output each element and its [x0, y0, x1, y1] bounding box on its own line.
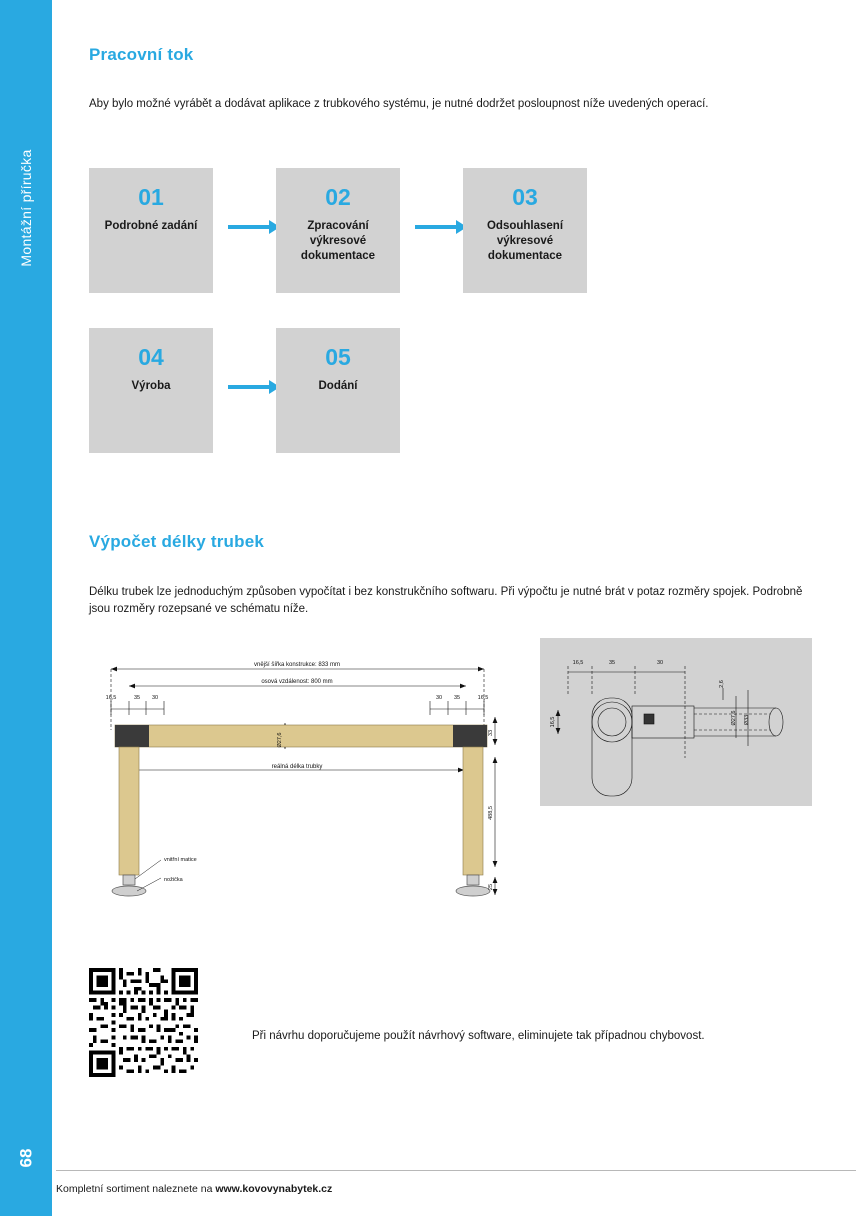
- flow-step-03-label: Odsouhlasení výkresové dokumentace: [486, 220, 564, 262]
- section-title-workflow: Pracovní tok: [89, 45, 194, 64]
- workflow-intro-paragraph: Aby bylo možné vyrábět a dodávat aplikace z trubkového systému, je nutné dodržet posloupnost níže uvedených operací.: [89, 98, 709, 110]
- dim-axis-distance: osová vzdálenost: 800 mm: [261, 679, 333, 685]
- sidebar: [0, 0, 52, 1216]
- footer-text: [56, 1183, 332, 1195]
- calculation-intro-paragraph: Délku trubek lze jednoduchým způsoben vypočítat i bez konstrukčního softwaru. Při výpočtu je nutné brát v potaz rozměry spojek. Podrobně jsou rozměry rozepsané ve schématu níže.: [89, 586, 803, 615]
- label-foot: nožička: [164, 877, 183, 883]
- dim-vertical-1: 33: [488, 729, 494, 737]
- dim-right-2: 35: [453, 695, 461, 701]
- detail-dim-right-1: 2,6: [719, 680, 725, 688]
- technical-drawing-detail-frame: [540, 638, 812, 806]
- sidebar-vertical-title-text: Montážní příručka: [18, 149, 34, 267]
- page-number: [0, 1148, 52, 1168]
- footer-site-link[interactable]: www.kovovynabytek.cz: [215, 1183, 333, 1195]
- flow-step-04-label: Výroba: [131, 380, 171, 392]
- flow-step-01-number: 01: [138, 184, 164, 210]
- technical-drawing-front-view: [89, 645, 519, 915]
- label-inner-nut: vnitřní matice: [164, 857, 197, 863]
- section-title-calculation: Výpočet délky trubek: [89, 532, 265, 551]
- qr-code[interactable]: [89, 968, 198, 1077]
- footer-text-prefix: Kompletní sortiment naleznete na: [56, 1183, 216, 1195]
- technical-drawing-detail-view: [540, 638, 812, 806]
- flow-step-01: [89, 168, 213, 293]
- page-content: [52, 0, 860, 1216]
- flow-step-01-label: Podrobné zadání: [104, 220, 198, 232]
- sidebar-vertical-title: [0, 0, 52, 1216]
- dim-vertical-2: 488,5: [488, 806, 494, 820]
- dim-vertical-3: 25: [488, 883, 494, 891]
- dim-left-3: 30: [151, 695, 159, 701]
- dim-real-pipe-length: reálná délka trubky: [271, 764, 323, 770]
- page-number-text: 68: [15, 1148, 35, 1168]
- detail-dim-top-1: 16,5: [572, 660, 584, 666]
- footer-divider: [56, 1170, 856, 1171]
- flow-arrow-3: [228, 380, 280, 394]
- detail-dim-top-3: 30: [656, 660, 664, 666]
- dim-left-2: 35: [133, 695, 141, 701]
- flow-step-02: [276, 168, 400, 293]
- detail-dim-right-2: Ø27,6: [731, 710, 737, 726]
- qr-code-image: [89, 968, 198, 1077]
- flow-step-02-label: Zpracování výkresové dokumentace: [300, 220, 376, 262]
- detail-dim-top-2: 35: [608, 660, 616, 666]
- flow-step-05-number: 05: [325, 344, 351, 370]
- flow-step-02-number: 02: [325, 184, 351, 210]
- dim-left-1: 16,5: [105, 695, 117, 701]
- flow-step-05-label: Dodání: [318, 380, 358, 392]
- detail-dim-right-3: Ø33: [744, 714, 750, 726]
- dim-pipe-diameter: Ø27,6: [277, 732, 283, 748]
- flow-arrow-1: [228, 220, 280, 234]
- dim-outer-width: vnější šířka konstrukce: 833 mm: [253, 662, 341, 668]
- technical-drawing-frame: [89, 645, 519, 915]
- flow-arrow-2: [415, 220, 467, 234]
- page-footer: [52, 1170, 860, 1216]
- software-note-paragraph: Při návrhu doporučujeme použít návrhový software, eliminujete tak případnou chybovost.: [252, 1030, 705, 1042]
- detail-dim-side: 16,5: [550, 716, 556, 728]
- dim-right-1: 30: [435, 695, 443, 701]
- dim-right-3: 16,5: [477, 695, 489, 701]
- flow-step-03: [463, 168, 587, 293]
- flow-step-04: [89, 328, 213, 453]
- flow-step-05: [276, 328, 400, 453]
- flow-step-04-number: 04: [138, 344, 164, 370]
- flow-step-03-number: 03: [512, 184, 538, 210]
